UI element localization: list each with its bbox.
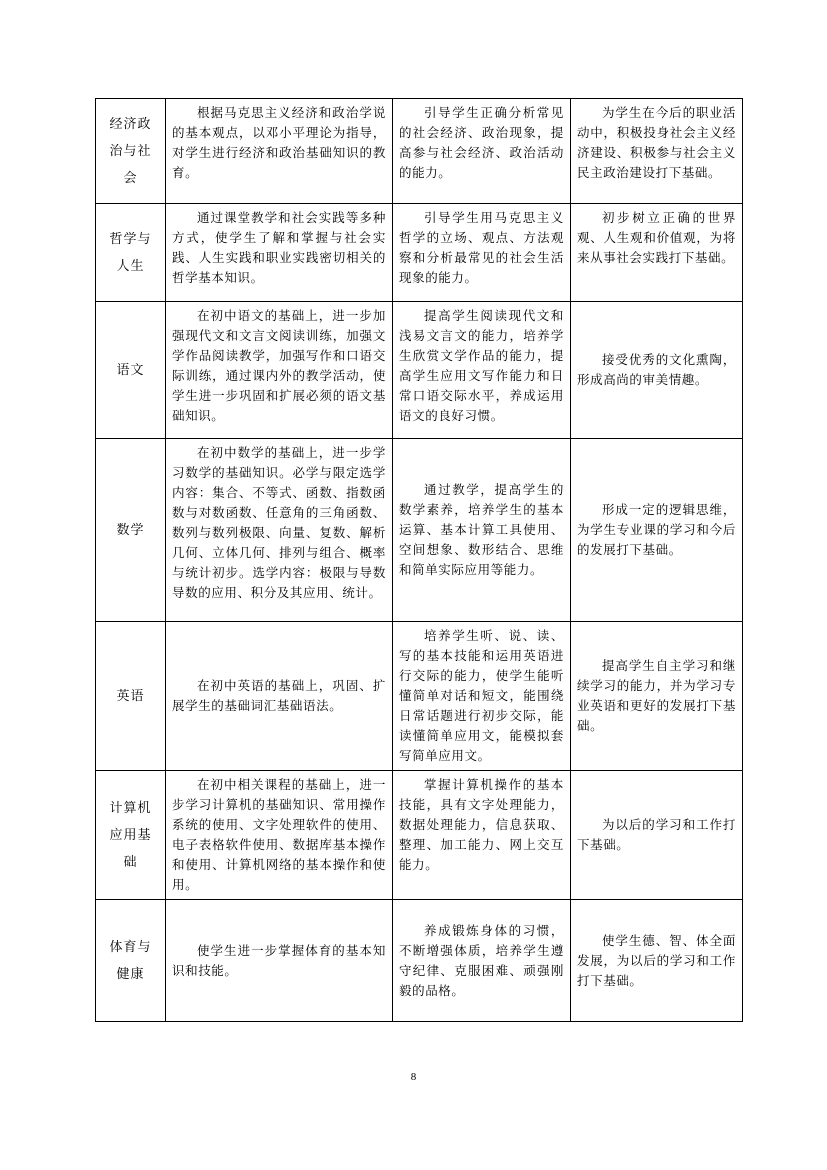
content-text: 在初中相关课程的基础上，进一步学习计算机的基础知识、常用操作系统的使用、文字处理软件的使用、电子表格软件使用、数据库基本操作和使用、计算机网络的基本操作和使用。 <box>172 777 386 892</box>
subject-cell: 语文 <box>96 302 166 439</box>
ability-cell <box>393 900 571 1022</box>
content-text: 根据马克思主义经济和政治学说的基本观点，以邓小平理论为指导，对学生进行经济和政治基础知识的教育。 <box>172 105 386 180</box>
goal-text: 为以后的学习和工作打下基础。 <box>577 817 736 852</box>
content-cell <box>166 204 393 302</box>
table-row <box>96 204 743 302</box>
content-text: 在初中英语的基础上，巩固、扩展学生的基础词汇基础语法。 <box>172 678 386 713</box>
ability-text: 通过教学，提高学生的数学素养，培养学生的基本运算、基本计算工具使用、空间想象、数形结合、思维和简单实际应用等能力。 <box>399 482 564 577</box>
ability-cell <box>393 204 571 302</box>
subject-cell: 体育与健康 <box>96 900 166 1022</box>
ability-cell <box>393 439 571 622</box>
table-row <box>96 99 743 204</box>
subject-cell: 经济政治与社会 <box>96 99 166 204</box>
ability-text: 引导学生正确分析常见的社会经济、政治现象，提高参与社会经济、政治活动的能力。 <box>399 105 564 180</box>
ability-text: 引导学生用马克思主义哲学的立场、观点、方法观察和分析最常见的社会生活现象的能力。 <box>399 210 564 285</box>
content-cell <box>166 771 393 900</box>
content-text: 通过课堂教学和社会实践等多种方式，使学生了解和掌握与社会实践、人生实践和职业实践密切相关的哲学基本知识。 <box>172 210 386 285</box>
ability-cell <box>393 622 571 771</box>
goal-text: 接受优秀的文化熏陶，形成高尚的审美情趣。 <box>577 352 736 387</box>
content-text: 在初中语文的基础上，进一步加强现代文和文言文阅读训练，加强文学作品阅读教学，加强写作和口语交际训练，通过课内外的教学活动，使学生进一步巩固和扩展必须的语文基础知识。 <box>172 308 386 423</box>
goal-text: 提高学生自主学习和继续学习的能力，并为学习专业英语和更好的发展打下基础。 <box>577 658 736 733</box>
content-cell <box>166 99 393 204</box>
ability-text: 养成锻炼身体的习惯，不断增强体质，培养学生遵守纪律、克服困难、顽强刚毅的品格。 <box>399 922 564 998</box>
goal-text: 为学生在今后的职业活动中，积极投身社会主义经济建设、积极参与社会主义民主政治建设打下基础。 <box>577 105 736 180</box>
content-cell <box>166 900 393 1022</box>
goal-text: 初步树立正确的世界观、人生观和价值观，为将来从事社会实践打下基础。 <box>577 210 736 265</box>
content-cell <box>166 439 393 622</box>
goal-text: 形成一定的逻辑思维，为学生专业课的学习和今后的发展打下基础。 <box>577 502 736 557</box>
ability-cell <box>393 302 571 439</box>
content-text: 在初中数学的基础上，进一步学习数学的基础知识。必学与限定选学内容：集合、不等式、函数、指数函数与对数函数、任意角的三角函数、数列与数列极限、向量、复数、解析几何、立体几何、排列与组合、概率与统计初步。选学内容：极限与导数导数的应用、积分及其应用、统计。 <box>172 445 386 600</box>
content-cell <box>166 302 393 439</box>
content-text: 使学生进一步掌握体育的基本知识和技能。 <box>172 942 386 978</box>
table-row <box>96 302 743 439</box>
ability-text: 掌握计算机操作的基本技能，具有文字处理能力，数据处理能力，信息获取、整理、加工能力、网上交互能力。 <box>399 777 564 872</box>
goal-cell <box>571 204 743 302</box>
subject-cell: 计算机应用基础 <box>96 771 166 900</box>
table-row <box>96 900 743 1022</box>
subject-cell: 数学 <box>96 439 166 622</box>
goal-cell <box>571 900 743 1022</box>
ability-text: 提高学生阅读现代文和浅易文言文的能力，培养学生欣赏文学作品的能力，提高学生应用文写作能力和日常口语交际水平，养成运用语文的良好习惯。 <box>399 308 564 423</box>
goal-cell <box>571 302 743 439</box>
goal-cell <box>571 99 743 204</box>
subject-cell: 哲学与人生 <box>96 204 166 302</box>
page-number: 8 <box>410 1071 417 1083</box>
table-row <box>96 439 743 622</box>
goal-cell <box>571 771 743 900</box>
ability-cell <box>393 99 571 204</box>
table-row <box>96 771 743 900</box>
goal-cell <box>571 622 743 771</box>
curriculum-table <box>95 98 743 1022</box>
goal-cell <box>571 439 743 622</box>
ability-cell <box>393 771 571 900</box>
goal-text: 使学生德、智、体全面发展，为以后的学习和工作打下基础。 <box>577 932 736 988</box>
ability-text: 培养学生听、说、读、写的基本技能和运用英语进行交际的能力，使学生能听懂简单对话和短文，能围绕日常话题进行初步交际，能读懂简单应用文，能模拟套写简单应用文。 <box>399 628 564 763</box>
table-row <box>96 622 743 771</box>
subject-cell: 英语 <box>96 622 166 771</box>
content-cell <box>166 622 393 771</box>
